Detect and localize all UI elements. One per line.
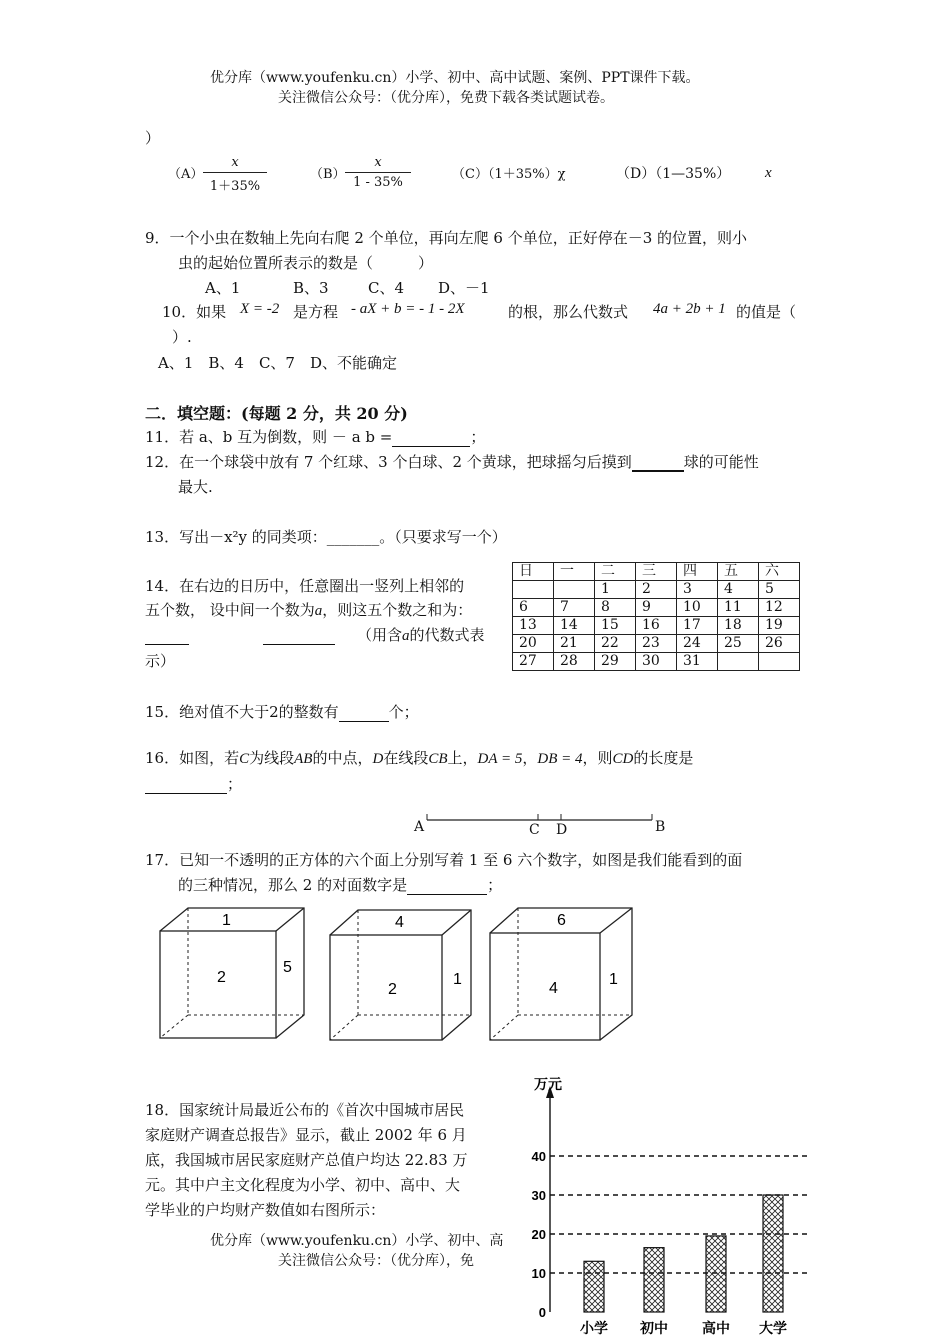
calendar-cell: 9: [636, 599, 677, 617]
calendar-cell: 29: [595, 653, 636, 671]
calendar-header-wed: 三: [636, 563, 677, 581]
calendar-header-thu: 四: [677, 563, 718, 581]
bar-小学: [584, 1261, 604, 1312]
q14-line-3-b: 的代数式表: [409, 626, 485, 644]
q8-option-c: （C）（1＋35%）χ: [452, 167, 566, 182]
calendar-cell: 2: [636, 581, 677, 599]
q8-option-b-fraction: [345, 155, 411, 190]
calendar-cell: 11: [718, 599, 759, 617]
q8-option-b-label: （B）: [310, 167, 346, 182]
calendar-cell: 10: [677, 599, 718, 617]
calendar-cell: 14: [554, 617, 595, 635]
bar-高中: [706, 1236, 726, 1312]
q8-option-a-fraction: [203, 155, 267, 194]
calendar-cell: 28: [554, 653, 595, 671]
q14-line-1: 14．在右边的日历中，任意圈出一竖列上相邻的: [145, 577, 465, 595]
q13-text: 13．写出－x²y 的同类项：_______。（只要求写一个）: [145, 528, 507, 546]
q17-question: 的三种情况，那么 2 的对面数字是: [178, 876, 408, 894]
calendar-cell: 22: [595, 635, 636, 653]
q18-line-1: 18．国家统计局最近公布的《首次中国城市居民: [145, 1101, 465, 1119]
q8-option-a-numerator: x: [231, 155, 239, 170]
calendar-cell: 18: [718, 617, 759, 635]
q16-text-c: 的中点，: [312, 749, 373, 767]
q16-label-c: C: [529, 822, 540, 838]
q9-line-1: 9．一个小虫在数轴上先向右爬 2 个单位，再向左爬 6 个单位，正好停在－3 的位置，则小: [145, 229, 748, 247]
x-tick-label: 小学: [580, 1320, 608, 1336]
calendar-cell: [554, 581, 595, 599]
footer-line-1: 优分库（www.youfenku.cn）小学、初中、高: [210, 1233, 504, 1249]
calendar-cell: 15: [595, 617, 636, 635]
q16-line-2: [145, 773, 242, 794]
q16-label-b: B: [655, 819, 666, 835]
calendar-header-row: [513, 563, 800, 581]
cube-3-side: 1: [609, 971, 618, 988]
q16-line-1: [145, 747, 693, 768]
q14-line-2: [145, 599, 472, 620]
calendar-cell: 23: [636, 635, 677, 653]
calendar-row: [513, 653, 800, 671]
q16-da: DA = 5: [477, 751, 523, 767]
q16-text-h: 的长度是: [633, 749, 694, 767]
cube-2-top: 4: [395, 914, 404, 931]
calendar-cell: 5: [759, 581, 800, 599]
q16-segment-diagram: [410, 810, 670, 842]
calendar-cell: 6: [513, 599, 554, 617]
q12-answer-blank[interactable]: [632, 456, 684, 472]
calendar-cell: [718, 653, 759, 671]
y-tick-label: 10: [531, 1266, 546, 1281]
q15-end: 个；: [388, 703, 419, 721]
cube-2-side: 1: [453, 971, 462, 988]
calendar-cell: 17: [677, 617, 718, 635]
q10-text-equation: 是方程: [293, 303, 339, 321]
q14-answer-blank-1[interactable]: [145, 630, 189, 645]
q16-text-a: 16．如图，若: [145, 749, 240, 767]
calendar-header-sun: 日: [513, 563, 554, 581]
q8-option-d-variable: x: [765, 165, 772, 181]
q8-option-a-denominator: 1＋35%: [209, 179, 261, 194]
q14-variable-2: a: [402, 628, 410, 644]
q12-line-1: [145, 451, 759, 472]
cube-3-top: 6: [557, 912, 566, 929]
calendar-cell: 12: [759, 599, 800, 617]
q17-line-1: 17．已知一不透明的正方体的六个面上分别写着 1 至 6 六个数字，如图是我们能看到的面: [145, 851, 743, 869]
q9-option-c: C、4: [368, 279, 405, 297]
q14-line-3: [145, 624, 485, 645]
q11-answer-blank[interactable]: [392, 432, 470, 447]
q8-option-d: （D）（1—35%）: [616, 166, 731, 182]
q16-label-d: D: [556, 822, 568, 838]
q15-question: 15．绝对值不大于2的整数有: [145, 703, 339, 721]
q10-line-2: ）.: [172, 328, 192, 346]
calendar-header-fri: 五: [718, 563, 759, 581]
q17-answer-blank[interactable]: [407, 880, 487, 895]
calendar-cell: 16: [636, 617, 677, 635]
q8-continuation: ）: [145, 129, 161, 147]
q9-option-d: D、－1: [438, 279, 490, 297]
q10-expression: 4a + 2b + 1: [653, 301, 726, 317]
calendar-cell: [513, 581, 554, 599]
y-axis-label: 万元: [534, 1076, 562, 1092]
calendar-cell: 24: [677, 635, 718, 653]
q18-line-5: 学毕业的户均财产数值如右图所示：: [145, 1201, 386, 1219]
q16-db: DB = 4: [537, 751, 583, 767]
section-2-title: 二．填空题：(每题 2 分，共 20 分): [145, 404, 408, 423]
q12-question-end: 球的可能性: [683, 453, 759, 471]
q16-segment-cd: CD: [612, 751, 634, 767]
calendar-header-tue: 二: [595, 563, 636, 581]
q10-options: A、1 B、4 C、7 D、不能确定: [158, 354, 397, 372]
q16-end: ；: [227, 775, 243, 793]
q15-answer-blank[interactable]: [339, 707, 389, 722]
q14-line-2-b: ，则这五个数之和为：: [322, 601, 473, 619]
calendar-row: [513, 617, 800, 635]
cube-1-top: 1: [222, 912, 231, 929]
calendar-cell: 3: [677, 581, 718, 599]
q16-text-e: 上，: [447, 749, 478, 767]
q8-option-b-numerator: x: [374, 155, 382, 170]
x-tick-label: 高中: [702, 1320, 730, 1336]
calendar-cell: 13: [513, 617, 554, 635]
q10-text-value: 的值是（: [736, 303, 797, 321]
q8-option-a-label: （A）: [168, 167, 204, 182]
y-tick-label: 30: [531, 1188, 546, 1203]
calendar-cell: 21: [554, 635, 595, 653]
calendar-cell: 8: [595, 599, 636, 617]
calendar-table: [512, 562, 800, 671]
q16-answer-blank[interactable]: [145, 779, 227, 794]
x-tick-label: 大学: [759, 1320, 787, 1336]
q16-label-a: A: [414, 819, 425, 835]
q16-segment-cb: CB: [428, 751, 448, 767]
calendar-cell: [759, 653, 800, 671]
q14-line-3-a: （用含: [357, 626, 403, 644]
q11-question: 11．若 a、b 互为倒数，则 － a b =: [145, 428, 393, 446]
q18-line-2: 家庭财产调查总报告》显示，截止 2002 年 6 月: [145, 1126, 467, 1144]
q16-text-b: 为线段: [249, 749, 295, 767]
q8-option-b-denominator: 1 - 35%: [353, 175, 403, 190]
calendar-cell: 20: [513, 635, 554, 653]
calendar-cell: 27: [513, 653, 554, 671]
calendar-row: [513, 599, 800, 617]
q14-variable: a: [314, 603, 323, 619]
q17-end: ；: [487, 876, 503, 894]
y-tick-label: 20: [531, 1227, 546, 1242]
q14-line-4: 示）: [145, 652, 176, 670]
bar-chart: [520, 1070, 815, 1344]
calendar-cell: 26: [759, 635, 800, 653]
q16-text-g: ，则: [582, 749, 613, 767]
calendar-header-mon: 一: [554, 563, 595, 581]
q17-cubes: [155, 900, 645, 1045]
x-tick-label: 初中: [640, 1320, 668, 1336]
q12-line-2: 最大.: [178, 478, 213, 496]
q10-equation: - aX + b = - 1 - 2X: [351, 301, 465, 317]
q11-text: [145, 426, 485, 447]
q12-question: 12．在一个球袋中放有 7 个红球、3 个白球、2 个黄球，把球摇匀后摸到: [145, 453, 632, 471]
cube-3-front: 4: [549, 980, 558, 997]
cube-1-side: 5: [283, 959, 292, 976]
q9-line-2: 虫的起始位置所表示的数是（ ）: [178, 254, 434, 272]
calendar-row: [513, 581, 800, 599]
q9-option-b: B、3: [293, 279, 329, 297]
q9-option-a: A、1: [205, 279, 241, 297]
q16-point-c: C: [239, 751, 250, 767]
q16-text-d: 在线段: [383, 749, 429, 767]
q14-answer-blank-2[interactable]: [263, 630, 335, 645]
header-line-2: 关注微信公众号：（优分库），免费下载各类试题试卷。: [278, 90, 614, 106]
q16-text-f: ，: [522, 749, 538, 767]
q16-point-d: D: [372, 751, 384, 767]
y-tick-label: 40: [531, 1149, 546, 1164]
q16-segment-ab: AB: [294, 751, 313, 767]
header-line-1: 优分库（www.youfenku.cn）小学、初中、高中试题、案例、PPT课件下载。: [210, 70, 700, 86]
q10-prefix: 10．如果: [162, 303, 227, 321]
y-tick-label: 0: [538, 1305, 546, 1320]
calendar-cell: 30: [636, 653, 677, 671]
calendar-row: [513, 635, 800, 653]
q10-root-equation: X = -2: [240, 301, 280, 317]
bar-大学: [763, 1195, 783, 1312]
calendar-header-sat: 六: [759, 563, 800, 581]
cube-1-front: 2: [217, 969, 226, 986]
q11-end: ；: [470, 428, 486, 446]
footer-line-2: 关注微信公众号：（优分库），免: [278, 1253, 474, 1269]
calendar-cell: 25: [718, 635, 759, 653]
calendar-cell: 31: [677, 653, 718, 671]
q18-line-3: 底，我国城市居民家庭财产总值户均达 22.83 万: [145, 1151, 468, 1169]
q15-text: [145, 701, 419, 722]
calendar-cell: 4: [718, 581, 759, 599]
q10-text-expression: 的根，那么代数式: [508, 303, 629, 321]
cube-2-front: 2: [388, 981, 397, 998]
calendar-cell: 19: [759, 617, 800, 635]
q14-line-2-a: 五个数， 设中间一个数为: [145, 601, 315, 619]
bar-初中: [644, 1248, 664, 1312]
q18-line-4: 元。其中户主文化程度为小学、初中、高中、大: [145, 1176, 461, 1194]
q17-line-2: [178, 874, 502, 895]
calendar-cell: 7: [554, 599, 595, 617]
calendar-cell: 1: [595, 581, 636, 599]
